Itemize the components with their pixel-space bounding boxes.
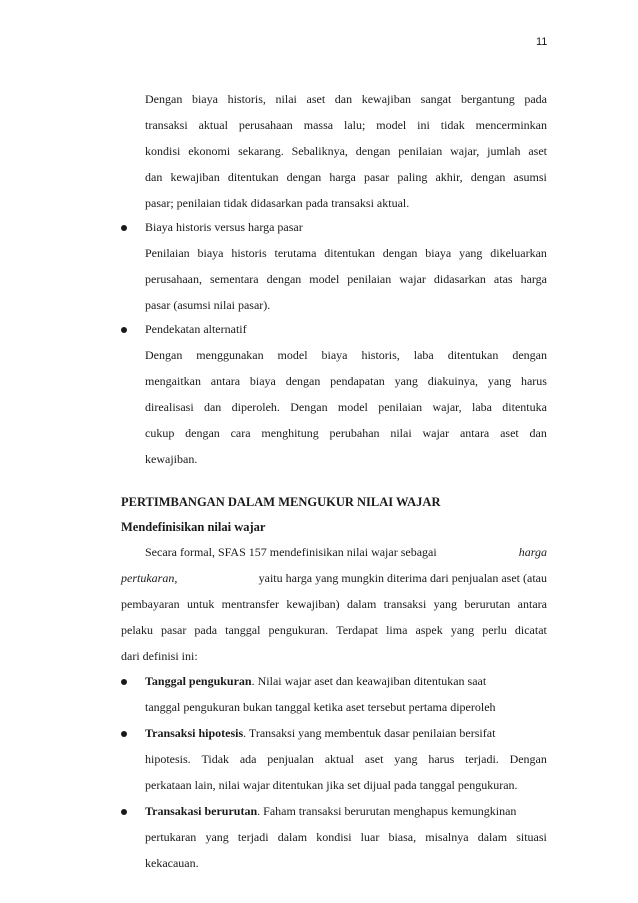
aspect1-line-2: tanggal pengukuran bukan tanggal ketika aset tersebut pertama diperoleh — [145, 700, 496, 714]
para2-line-2: pertukaran, yaitu harga yang mungkin diterima dari penjualan aset (atau — [121, 571, 547, 585]
aspect3-line-1: Transakasi berurutan. Faham transaksi berurutan menghapus kemungkinan — [145, 804, 517, 818]
para2-line-4: pelaku pasar pada tanggal pengukuran. Terdapat lima aspek yang perlu dicatat — [121, 623, 547, 637]
bullet1-line-1: Penilaian biaya historis terutama ditentukan dengan biaya yang dikeluarkan — [145, 246, 547, 260]
para2-line-1: Secara formal, SFAS 157 mendefinisikan nilai wajar sebagai harga — [145, 545, 547, 559]
bullet1-title: Biaya historis versus harga pasar — [145, 220, 303, 234]
bullet2-line-1: Dengan menggunakan model biaya historis, laba ditentukan dengan — [145, 348, 547, 362]
para1-line-1: Dengan biaya historis, nilai aset dan kewajiban sangat bergantung pada — [145, 92, 547, 106]
para1-line-5: pasar; penilaian tidak didasarkan pada transaksi aktual. — [145, 196, 410, 210]
para1-line-3: kondisi ekonomi sekarang. Sebaliknya, dengan penilaian wajar, jumlah aset — [145, 144, 547, 158]
bullet-icon — [121, 809, 127, 815]
bullet-icon — [121, 225, 127, 231]
aspect2-line-2: hipotesis. Tidak ada penjualan aktual aset yang harus terjadi. Dengan — [145, 752, 547, 766]
aspect2-line-1: Transaksi hipotesis. Transaksi yang membentuk dasar penilaian bersifat — [145, 726, 496, 740]
aspect1-line-1: Tanggal pengukuran. Nilai wajar aset dan keawajiban ditentukan saat — [145, 674, 487, 688]
bullet1-line-2: perusahaan, sementara dengan model penilaian wajar didasarkan atas harga — [145, 272, 547, 286]
page-number: 11 — [536, 36, 548, 48]
bullet1-line-3: pasar (asumsi nilai pasar). — [145, 298, 271, 312]
para1-line-4: dan kewajiban ditentukan dengan harga pasar paling akhir, dengan asumsi — [145, 170, 547, 184]
bullet2-line-5: kewajiban. — [145, 452, 198, 466]
bullet-icon — [121, 679, 127, 685]
bullet2-title: Pendekatan alternatif — [145, 322, 247, 336]
section-heading: PERTIMBANGAN DALAM MENGUKUR NILAI WAJAR — [121, 495, 441, 509]
bullet2-line-2: mengaitkan antara biaya dengan pendapatan yang diakuinya, yang harus — [145, 374, 547, 388]
para1-line-2: transaksi aktual perusahaan massa lalu; model ini tidak mencerminkan — [145, 118, 547, 132]
aspect2-line-3: perkataan lain, nilai wajar ditentukan jika set dijual pada tanggal pengukuran. — [145, 778, 518, 792]
bullet-icon — [121, 731, 127, 737]
para2-line-3: pembayaran untuk mentransfer kewajiban) dalam transaksi yang berurutan antara — [121, 597, 547, 611]
bullet2-line-3: direalisasi dan diperoleh. Dengan model penilaian wajar, laba ditentuka — [145, 400, 547, 414]
aspect3-line-3: kekacauan. — [145, 856, 199, 870]
subheading: Mendefinisikan nilai wajar — [121, 520, 266, 534]
bullet2-line-4: cukup dengan cara menghitung perubahan nilai wajar antara aset dan — [145, 426, 547, 440]
para2-line-5: dari definisi ini: — [121, 649, 198, 663]
bullet-icon — [121, 327, 127, 333]
aspect3-line-2: pertukaran yang terjadi dalam kondisi luar biasa, misalnya dalam situasi — [145, 830, 547, 844]
